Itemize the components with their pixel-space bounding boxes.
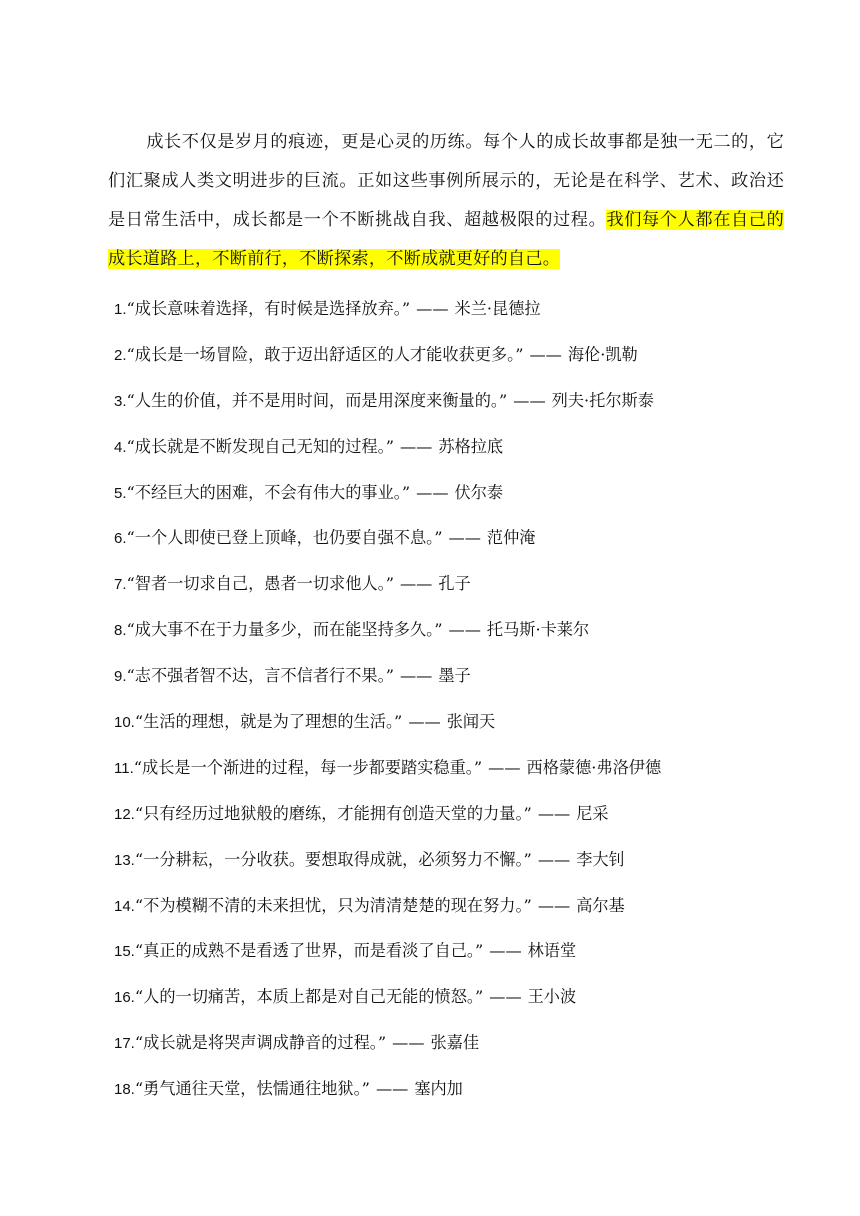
quote-author: 伏尔泰 bbox=[454, 482, 504, 502]
quote-item bbox=[114, 567, 661, 613]
quote-author: 王小波 bbox=[527, 987, 577, 1007]
quote-text: “不为模糊不清的未来担忧，只为清清楚楚的现在努力。” bbox=[134, 895, 532, 915]
quote-author: 海伦·凯勒 bbox=[567, 344, 638, 364]
quote-dash: —— bbox=[537, 895, 571, 915]
quote-text: “成长是一个渐进的过程，每一步都要踏实稳重。” bbox=[133, 757, 483, 777]
quote-number: 4. bbox=[114, 438, 127, 456]
quote-item bbox=[114, 980, 661, 1026]
quote-item bbox=[114, 476, 661, 522]
quote-dash: —— bbox=[416, 299, 449, 318]
quote-author: 尼采 bbox=[576, 803, 609, 823]
quote-dash: —— bbox=[448, 528, 481, 548]
quote-number: 1. bbox=[114, 301, 127, 318]
quote-number: 9. bbox=[114, 668, 127, 686]
quote-dash: —— bbox=[399, 574, 433, 594]
quote-dash: —— bbox=[375, 1079, 409, 1099]
quote-number: 15. bbox=[114, 943, 135, 961]
quote-text: “成长意味着选择，有时候是选择放弃。” bbox=[126, 299, 411, 318]
quote-item bbox=[114, 613, 661, 659]
intro-paragraph bbox=[108, 123, 784, 279]
quote-author: 列夫·托尔斯泰 bbox=[551, 390, 654, 410]
quote-number: 13. bbox=[114, 851, 135, 869]
quote-author: 孔子 bbox=[438, 574, 471, 594]
quote-text: “真正的成熟不是看透了世界，而是看淡了自己。” bbox=[134, 941, 484, 961]
quote-number: 18. bbox=[114, 1081, 135, 1099]
quote-author: 苏格拉底 bbox=[438, 436, 504, 456]
quote-text: “志不强者智不达，言不信者行不果。” bbox=[126, 666, 394, 686]
quote-number: 16. bbox=[114, 989, 135, 1007]
quote-dash: —— bbox=[392, 1033, 425, 1053]
quote-text: “一分耕耘，一分收获。要想取得成就，必须努力不懈。” bbox=[134, 849, 532, 869]
quote-dash: —— bbox=[399, 666, 433, 686]
quote-author: 李大钊 bbox=[576, 849, 625, 869]
quote-dash: —— bbox=[408, 712, 441, 732]
quote-item bbox=[114, 705, 661, 751]
quote-author: 托马斯·卡莱尔 bbox=[486, 620, 590, 640]
quote-item bbox=[114, 797, 661, 843]
quote-author: 米兰·昆德拉 bbox=[454, 299, 541, 318]
quote-number: 12. bbox=[114, 805, 135, 823]
quote-number: 5. bbox=[114, 484, 127, 502]
quote-author: 张闻天 bbox=[446, 712, 496, 732]
quote-dash: —— bbox=[489, 941, 522, 961]
quote-item bbox=[114, 1072, 661, 1118]
quote-item bbox=[114, 751, 661, 797]
quote-text: “人生的价值，并不是用时间，而是用深度来衡量的。” bbox=[126, 390, 508, 410]
quote-list bbox=[114, 292, 661, 1118]
quote-dash: —— bbox=[529, 344, 562, 364]
quote-number: 8. bbox=[114, 622, 127, 640]
quote-dash: —— bbox=[416, 482, 449, 502]
quote-text: “智者一切求自己，愚者一切求他人。” bbox=[126, 574, 394, 594]
quote-item bbox=[114, 889, 661, 935]
quote-text: “勇气通往天堂，怯懦通往地狱。” bbox=[134, 1079, 370, 1099]
quote-dash: —— bbox=[488, 757, 521, 777]
quote-number: 10. bbox=[114, 714, 135, 732]
quote-number: 17. bbox=[114, 1035, 135, 1053]
quote-text: “不经巨大的困难，不会有伟大的事业。” bbox=[126, 482, 411, 502]
quote-item bbox=[114, 521, 661, 567]
quote-author: 范仲淹 bbox=[486, 528, 536, 548]
intro-highlighted-text: 我们每个人都在自己的成长道路上，不断前行，不断探索，不断成就更好的自己。 bbox=[108, 210, 784, 270]
quote-dash: —— bbox=[537, 803, 571, 823]
quote-item bbox=[114, 338, 661, 384]
quote-item bbox=[114, 384, 661, 430]
quote-number: 6. bbox=[114, 530, 127, 548]
quote-item bbox=[114, 1026, 661, 1072]
quote-author: 张嘉佳 bbox=[430, 1033, 480, 1053]
quote-dash: —— bbox=[513, 390, 546, 410]
quote-text: “人的一切痛苦，本质上都是对自己无能的愤怒。” bbox=[134, 987, 484, 1007]
quote-item bbox=[114, 659, 661, 705]
quote-number: 11. bbox=[114, 759, 134, 777]
quote-text: “成长是一场冒险，敢于迈出舒适区的人才能收获更多。” bbox=[126, 344, 524, 364]
quote-item bbox=[114, 430, 661, 476]
quote-number: 2. bbox=[114, 346, 127, 364]
quote-item bbox=[114, 843, 661, 889]
quote-dash: —— bbox=[489, 987, 522, 1007]
intro-text: 成长不仅是岁月的痕迹，更是心灵的历练。每个人的成长故事都是独一无二的，它们汇聚成人类文明进步的巨流。正如这些事例所展示的，无论是在科学、艺术、政治还是日常生活中，成长都是一个不断挑战自我、超越极限的过程。 bbox=[108, 132, 784, 231]
quote-author: 西格蒙德·弗洛伊德 bbox=[526, 757, 662, 777]
quote-text: “成长就是不断发现自己无知的过程。” bbox=[126, 436, 394, 456]
quote-text: “只有经历过地狱般的磨练，才能拥有创造天堂的力量。” bbox=[134, 803, 532, 823]
quote-dash: —— bbox=[448, 620, 481, 640]
quote-text: “成大事不在于力量多少，而在能坚持多久。” bbox=[126, 620, 443, 640]
quote-author: 塞内加 bbox=[414, 1079, 463, 1099]
quote-number: 7. bbox=[114, 576, 127, 594]
quote-text: “一个人即使已登上顶峰，也仍要自强不息。” bbox=[126, 528, 443, 548]
quote-number: 3. bbox=[114, 392, 127, 410]
quote-number: 14. bbox=[114, 897, 135, 915]
quote-author: 高尔基 bbox=[576, 895, 625, 915]
quote-text: “成长就是将哭声调成静音的过程。” bbox=[134, 1033, 387, 1053]
quote-author: 林语堂 bbox=[527, 941, 577, 961]
quote-dash: —— bbox=[537, 849, 571, 869]
quote-text: “生活的理想，就是为了理想的生活。” bbox=[134, 712, 403, 732]
quote-item bbox=[114, 292, 661, 338]
quote-item bbox=[114, 934, 661, 980]
quote-dash: —— bbox=[399, 436, 433, 456]
quote-author: 墨子 bbox=[438, 666, 471, 686]
